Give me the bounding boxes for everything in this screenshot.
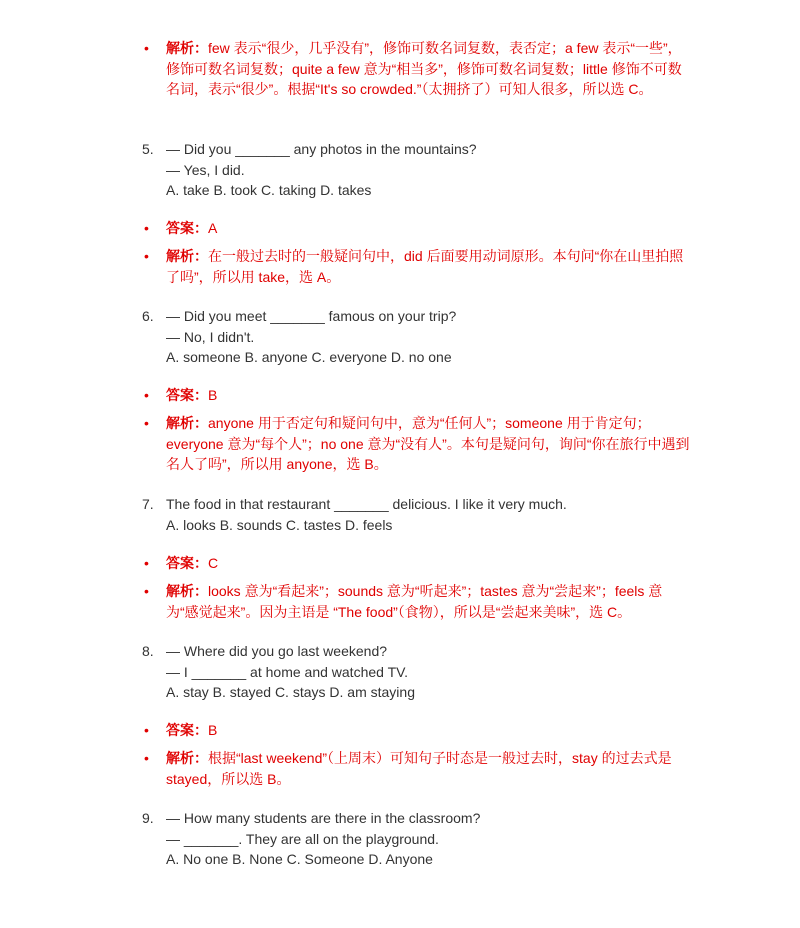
explanation-item-5 (144, 246, 690, 287)
answer-label: 答案： (166, 387, 208, 403)
bullet-icon: • (144, 387, 149, 403)
explanation-text: anyone 用于否定句和疑问句中，意为“任何人”；someone 用于肯定句；everyone 意为“每个人”；no one 意为“没有人”。本句是疑问句，询问“你在旅行中遇到名人了吗”，所以用 anyone，选 B。 (166, 415, 690, 472)
question-options: A. looks B. sounds C. tastes D. feels (166, 516, 393, 533)
question-line: — _______. They are all on the playground. (166, 830, 439, 847)
explanation-label: 解析： (166, 583, 208, 599)
question-options: A. someone B. anyone C. everyone D. no one (166, 349, 452, 365)
answer-value: C (208, 555, 219, 571)
question-line: — No, I didn't. (166, 328, 255, 345)
question-number: 9. (142, 810, 154, 826)
answer-value: B (208, 722, 218, 738)
answer-label: 答案： (166, 555, 208, 571)
question-line: — Where did you go last weekend? (166, 643, 388, 659)
question-line: — Yes, I did. (166, 161, 245, 178)
bullet-icon: • (144, 415, 149, 431)
explanation-label: 解析： (166, 40, 208, 56)
question-line: — Did you _______ any photos in the mountains? (166, 141, 477, 157)
explanation-text: looks 意为“看起来”；sounds 意为“听起来”；tastes 意为“尝起来”；feels 意为“感觉起来”。因为主语是 “The food”（食物），所以是“尝起来美味”，选 C。 (166, 583, 663, 620)
bullet-icon: • (144, 555, 149, 571)
question-9 (142, 808, 726, 870)
question-number: 6. (142, 308, 154, 324)
answer-value: B (208, 387, 218, 403)
question-line: — I _______ at home and watched TV. (166, 663, 409, 680)
answer-value: A (208, 220, 218, 236)
explanation-item-4 (144, 38, 690, 100)
bullet-icon: • (144, 722, 149, 738)
question-options: A. No one B. None C. Someone D. Anyone (166, 851, 433, 867)
question-options: A. take B. took C. taking D. takes (166, 182, 372, 198)
question-line: — How many students are there in the classroom? (166, 810, 481, 826)
explanation-item-7 (144, 581, 690, 622)
answer-item-7 (144, 553, 690, 574)
question-7 (142, 494, 726, 535)
question-options: A. stay B. stayed C. stays D. am staying (166, 684, 415, 700)
question-5 (142, 139, 726, 201)
explanation-text: few 表示“很少，几乎没有”，修饰可数名词复数，表否定；a few 表示“一些”，修饰可数名词复数；quite a few 意为“相当多”，修饰可数名词复数；little 修饰不可数名词，表示“很少”。根据“It's so crowded.”（太拥挤了）可知人很多，所以选 C。 (166, 40, 682, 97)
explanation-label: 解析： (166, 750, 208, 766)
explanation-text: 根据“last weekend”（上周末）可知句子时态是一般过去时，stay 的过去式是 stayed，所以选 B。 (166, 750, 672, 787)
explanation-text: 在一般过去时的一般疑问句中，did 后面要用动词原形。本句问“你在山里拍照了吗”，所以用 take，选 A。 (166, 248, 684, 285)
explanation-label: 解析： (166, 415, 208, 431)
bullet-icon: • (144, 750, 149, 766)
answer-label: 答案： (166, 722, 208, 738)
question-8 (142, 641, 726, 703)
question-number: 8. (142, 643, 154, 659)
question-line: The food in that restaurant _______ delicious. I like it very much. (166, 496, 567, 512)
explanation-item-8 (144, 748, 690, 789)
question-line: — Did you meet _______ famous on your trip? (166, 308, 457, 324)
answer-item-5 (144, 218, 690, 239)
bullet-icon: • (144, 40, 149, 56)
question-number: 7. (142, 496, 154, 512)
answer-item-8 (144, 720, 690, 741)
bullet-icon: • (144, 248, 149, 264)
answer-label: 答案： (166, 220, 208, 236)
answer-item-6 (144, 385, 690, 406)
question-number: 5. (142, 141, 154, 157)
explanation-item-6 (144, 413, 690, 475)
bullet-icon: • (144, 583, 149, 599)
question-6 (142, 306, 726, 368)
explanation-label: 解析： (166, 248, 208, 264)
bullet-icon: • (144, 220, 149, 236)
